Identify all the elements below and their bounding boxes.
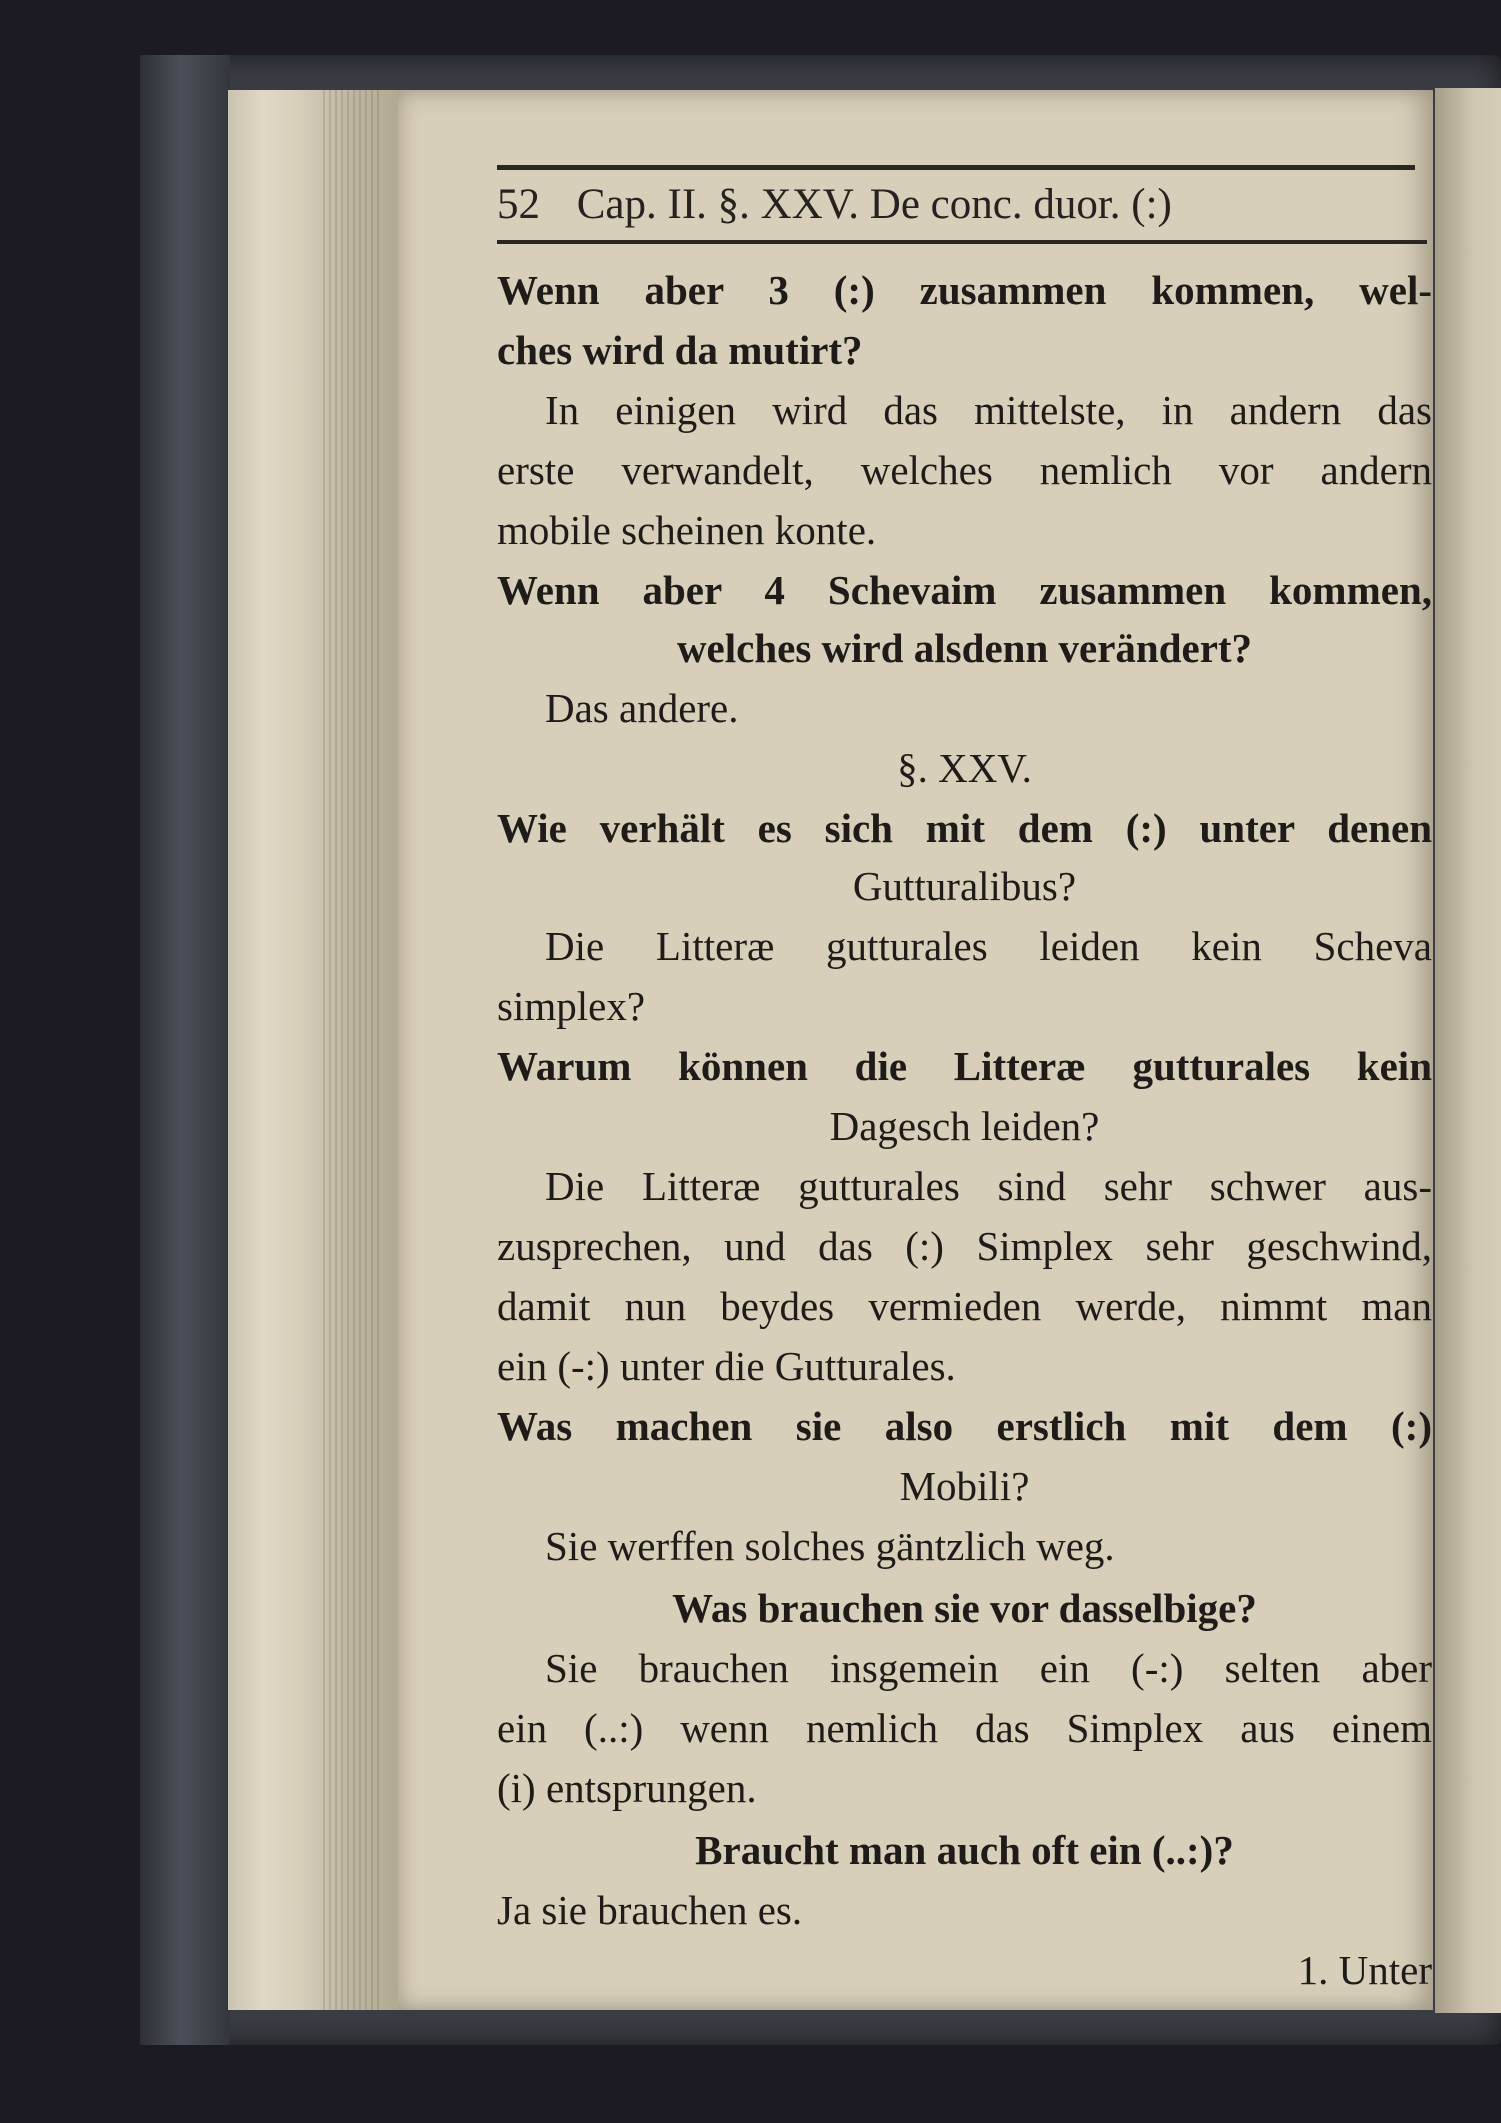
text-line: Mobili? bbox=[899, 1463, 1030, 1509]
text-line: simplex? bbox=[497, 983, 646, 1029]
text-line: Die Litteræ gutturales sind sehr schwer aus- bbox=[545, 1163, 1432, 1209]
text-line: welches wird alsdenn verändert? bbox=[676, 625, 1253, 671]
text-line: Dagesch leiden? bbox=[829, 1103, 1100, 1149]
facing-page-edge bbox=[1435, 88, 1501, 2013]
text-line: 1. Unter bbox=[1297, 1947, 1432, 1993]
text-line: Was machen sie also erstlich mit dem (:) bbox=[497, 1403, 1432, 1449]
book-spine-edge bbox=[140, 55, 230, 2045]
page-stack-edges bbox=[228, 90, 398, 2010]
header-rule-bottom bbox=[497, 240, 1427, 244]
text-line: Ja sie brauchen es. bbox=[497, 1887, 803, 1933]
text-line: ein (-:) unter die Gutturales. bbox=[497, 1343, 956, 1389]
text-line: Gutturalibus? bbox=[852, 863, 1077, 909]
running-title: Cap. II. §. XXV. De conc. duor. (:) bbox=[576, 181, 1172, 228]
text-line: Warum können die Litteræ gutturales kein bbox=[497, 1043, 1432, 1089]
text-line: erste verwandelt, welches nemlich vor andern bbox=[497, 447, 1432, 493]
text-line: (i) entsprungen. bbox=[497, 1765, 757, 1811]
text-line: ein (..:) wenn nemlich das Simplex aus einem bbox=[497, 1705, 1432, 1751]
text-line: mobile scheinen konte. bbox=[497, 507, 877, 553]
text-line: Wie verhält es sich mit dem (:) unter denen bbox=[497, 805, 1432, 851]
text-line: damit nun beydes vermieden werde, nimmt man bbox=[497, 1283, 1432, 1329]
text-line: Sie brauchen insgemein ein (-:) selten aber bbox=[545, 1645, 1432, 1691]
text-line: Die Litteræ gutturales leiden kein Scheva bbox=[545, 923, 1432, 969]
text-line: Sie werffen solches gäntzlich weg. bbox=[545, 1523, 1115, 1569]
header-rule-top bbox=[497, 165, 1415, 170]
text-line: §. XXV. bbox=[897, 745, 1032, 791]
text-line: zusprechen, und das (:) Simplex sehr geschwind, bbox=[497, 1223, 1432, 1269]
text-line: Das andere. bbox=[545, 685, 739, 731]
page-number: 52 bbox=[497, 181, 540, 228]
text-line: Wenn aber 3 (:) zusammen kommen, wel- bbox=[497, 267, 1432, 313]
text-line: Wenn aber 4 Schevaim zusammen kommen, bbox=[497, 567, 1432, 613]
text-line: ches wird da mutirt? bbox=[497, 327, 863, 373]
text-line: Braucht man auch oft ein (..:)? bbox=[695, 1827, 1234, 1873]
text-line: Was brauchen sie vor dasselbige? bbox=[672, 1585, 1257, 1631]
text-line: In einigen wird das mittelste, in andern das bbox=[545, 387, 1432, 433]
running-header bbox=[497, 175, 1415, 235]
